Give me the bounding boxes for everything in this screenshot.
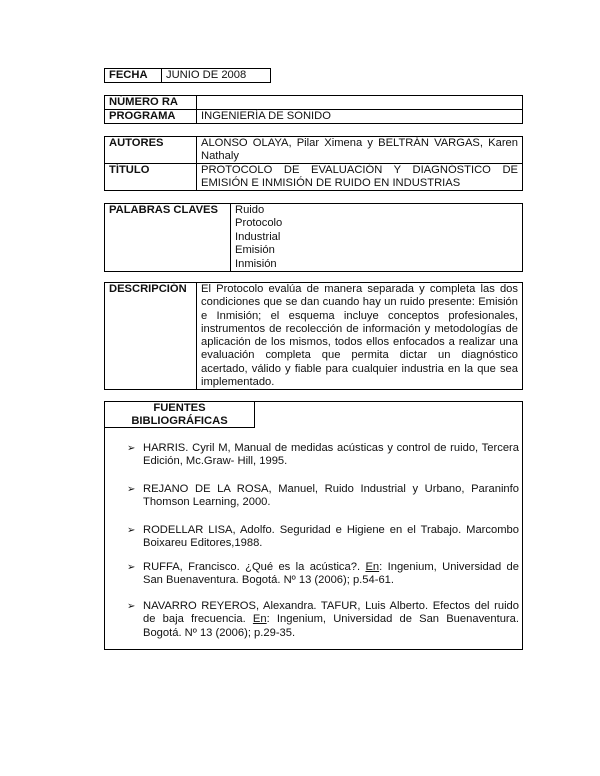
programa-value: INGENIERÍA DE SONIDO [197,110,523,124]
reference-item [127,561,519,588]
arrow-bullet-icon: ➢ [127,601,136,612]
reference-item [127,483,519,510]
arrow-bullet-icon: ➢ [127,525,136,536]
numero-programa-table [104,95,523,124]
arrow-bullet-icon: ➢ [127,443,136,454]
keyword-item: Emisión [235,244,275,257]
fuentes-label-line2: BIBLIOGRÁFICAS [131,414,228,427]
fecha-label: FECHA [105,69,162,83]
arrow-bullet-icon: ➢ [127,562,136,573]
numero-ra-label: NÚMERO RA [105,96,197,110]
palabras-claves-list [231,204,523,272]
titulo-value: PROTOCOLO DE EVALUACIÓN Y DIAGNÓSTICO DE EMISIÓN E INMISIÓN DE RUIDO EN INDUSTRIAS [197,164,523,191]
programa-label: PROGRAMA [105,110,197,124]
reference-text: HARRIS. Cyril M, Manual de medidas acústicas y control de ruido, Tercera Edición, Mc.Graw- Hill, 1995. [143,442,519,468]
fecha-table [104,68,271,83]
palabras-claves-table [104,203,523,272]
autores-label: AUTORES [105,137,197,164]
autores-titulo-table [104,136,523,191]
descripcion-value: El Protocolo evalúa de manera separada y completa las dos condiciones que se dan cuando hay un ruido presente: Emisión e Inmisión; el esquema incluye conceptos profesionales, instrumentos de recolección de información y metodologías de aplicación de los mismos, todos ellos enfocados a realizar una evaluación completa que permita dictar un diagnóstico acertado, válido y fiable para cualquier industria en la que sea implementado. [197,283,523,390]
descripcion-table [104,282,523,390]
fuentes-label-line1: FUENTES [153,402,206,414]
fuentes-header [104,401,255,428]
reference-text: RUFFA, Francisco. ¿Qué es la acústica?. En: Ingenium, Universidad de San Buenaventura. Bogotá. Nº 13 (2006); p.54-61. [143,561,519,587]
reference-text: REJANO DE LA ROSA, Manuel, Ruido Industrial y Urbano, Paraninfo Thomson Learning, 2000. [143,483,519,509]
reference-item [127,600,519,640]
keyword-item: Inmisión [235,257,277,270]
reference-text: NAVARRO REYEROS, Alexandra. TAFUR, Luis Alberto. Efectos del ruido de baja frecuencia. En: Ingenium, Universidad de San Buenaventura. Bogotá. Nº 13 (2006); p.29-35. [143,600,519,639]
keyword-item: Protocolo [235,217,283,230]
palabras-claves-label: PALABRAS CLAVES [105,204,231,272]
reference-text: RODELLAR LISA, Adolfo. Seguridad e Higiene en el Trabajo. Marcombo Boixareu Editores,1988. [143,524,519,550]
arrow-bullet-icon: ➢ [127,484,136,495]
reference-item [127,524,519,551]
fecha-value: JUNIO DE 2008 [162,69,271,83]
keyword-item: Ruido [235,204,265,216]
fuentes-bibliograficas-box [104,401,523,650]
numero-ra-value [197,96,523,110]
titulo-label: TÍTULO [105,164,197,191]
reference-item [127,442,519,469]
keyword-item: Industrial [235,230,281,243]
autores-value: ALONSO OLAYA, Pilar Ximena y BELTRÁN VARGAS, Karen Nathaly [197,137,523,164]
descripcion-label: DESCRIPCIÓN [105,283,197,390]
